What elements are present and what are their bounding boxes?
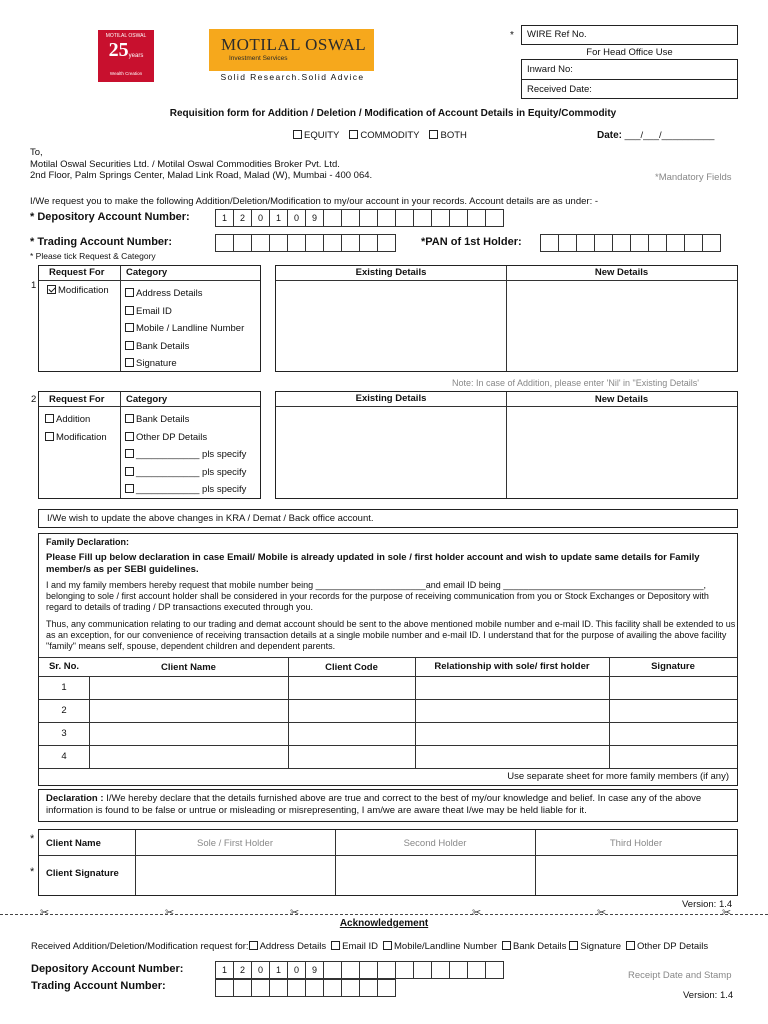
date-label: Date: [597, 130, 623, 141]
family-bold-text: Please Fill up below declaration in case Email/ Mobile is already updated in sole / first holder account and wish to update same details for Family member/s as per SEBI guidelines. [46, 552, 700, 575]
anniversary-logo-word: years [128, 53, 144, 59]
ack-trading-digit[interactable] [359, 979, 378, 997]
category-specify[interactable] [125, 464, 246, 482]
kra-text: I/We wish to update the above changes in KRA / Demat / Back office account. [47, 513, 374, 524]
section2-requests [45, 411, 107, 446]
category-address[interactable] [125, 285, 244, 303]
ack-dp-digit[interactable] [359, 961, 378, 979]
ack-bank-checkbox[interactable] [502, 941, 511, 950]
family-col-relationship: Relationship with sole/ first holder [434, 661, 590, 672]
ack-item-label: Mobile/Landline Number [394, 941, 497, 952]
trading-digit[interactable] [341, 234, 360, 252]
mobile-checkbox[interactable] [125, 323, 134, 332]
dp-digit[interactable] [467, 209, 486, 227]
ack-item[interactable] [502, 941, 566, 952]
ack-item[interactable] [331, 941, 378, 952]
office-star: * [510, 30, 514, 41]
ack-dp-digit[interactable] [467, 961, 486, 979]
ack-trading-digit[interactable] [377, 979, 396, 997]
holder-first: Sole / First Holder [196, 838, 274, 849]
category-label: ____________ pls specify [136, 449, 247, 460]
motilal-oswal-logo [209, 29, 374, 71]
section2-request-box [38, 391, 261, 499]
section1-existing-input[interactable] [276, 281, 506, 371]
sheet-note: Use separate sheet for more family members (if any) [507, 771, 729, 782]
section1-existing-head: Existing Details [355, 267, 427, 278]
scissors-icon: ✂ [165, 907, 175, 919]
ack-trading-digit[interactable] [341, 979, 360, 997]
wire-ref-label: WIRE Ref No. [527, 29, 587, 40]
ack-dp-grid[interactable] [215, 961, 503, 979]
nil-note: Note: In case of Addition, please enter 'Nil' in "Existing Details' [452, 378, 699, 388]
address-line: To, [30, 147, 43, 158]
family-title: Family Declaration: [46, 537, 130, 547]
wire-ref-box[interactable] [521, 25, 738, 45]
ack-item[interactable] [569, 941, 621, 952]
declaration-label: Declaration : [46, 793, 104, 804]
ack-trading-digit[interactable] [305, 979, 324, 997]
ack-dp-digit[interactable] [377, 961, 396, 979]
dp-account-grid[interactable] [215, 209, 503, 227]
scissors-icon: ✂ [597, 907, 607, 919]
section1-new-input[interactable] [507, 281, 737, 371]
ack-received-label: Received Addition/Deletion/Modification request for: [31, 941, 249, 952]
inward-no-label: Inward No: [527, 64, 573, 75]
commodity-checkbox[interactable] [349, 130, 358, 139]
ack-dp-digit[interactable]: 0 [251, 961, 270, 979]
specify-checkbox[interactable] [125, 467, 134, 476]
trading-digit[interactable] [377, 234, 396, 252]
family-col-srno: Sr. No. [48, 661, 80, 672]
family-col-signature: Signature [651, 661, 695, 672]
category-mobile[interactable] [125, 320, 244, 338]
dp-digit[interactable]: 1 [215, 209, 234, 227]
dp-digit[interactable]: 1 [269, 209, 288, 227]
ack-email-checkbox[interactable] [331, 941, 340, 950]
dp-digit[interactable]: 2 [233, 209, 252, 227]
dp-digit[interactable] [323, 209, 342, 227]
version-label: Version: 1.4 [682, 899, 733, 910]
trading-digit[interactable] [323, 234, 342, 252]
pan-char[interactable] [558, 234, 577, 252]
section2-request-head: Request For [49, 394, 105, 405]
ack-dp-digit[interactable] [449, 961, 468, 979]
ack-item-label: Other DP Details [637, 941, 709, 952]
modification-checkbox[interactable] [45, 432, 54, 441]
ack-item[interactable] [383, 941, 497, 952]
pan-char[interactable] [540, 234, 559, 252]
section2-existing-head: Existing Details [355, 393, 427, 404]
both-checkbox[interactable] [429, 130, 438, 139]
category-specify[interactable] [125, 446, 246, 464]
ack-version-label: Version: 1.4 [683, 990, 734, 1001]
declaration-box [38, 789, 738, 822]
request-addition[interactable] [45, 411, 107, 429]
bank-checkbox[interactable] [125, 341, 134, 350]
section2-details-box [275, 391, 738, 499]
ack-trading-digit[interactable] [215, 979, 234, 997]
ack-trading-digit[interactable] [233, 979, 252, 997]
family-row-1: 1 [61, 682, 67, 693]
family-row-4: 4 [61, 751, 67, 762]
scissors-icon: ✂ [290, 907, 300, 919]
ack-item-label: Bank Details [513, 941, 567, 952]
ack-dp-digit[interactable]: 0 [287, 961, 306, 979]
client-name-label: Client Name [46, 838, 101, 849]
declaration-text: I/We hereby declare that the details furnished above are true and correct to the best of my/our knowledge and belief. In case any of the above information is found to be false or untrue or misleading or misrepresenting, I am/we are aware theat I/we may be held liable for it. [46, 793, 702, 816]
anniversary-logo-tag: Wealth Creation [109, 71, 143, 76]
cut-line [0, 914, 768, 915]
inward-no-field[interactable] [522, 60, 737, 80]
equity-label: EQUITY [304, 130, 340, 141]
family-row-3: 3 [61, 728, 67, 739]
segment-both[interactable] [429, 130, 466, 141]
family-declaration-box [38, 533, 738, 786]
head-office-label: For Head Office Use [586, 47, 673, 58]
ack-address-checkbox[interactable] [249, 941, 258, 950]
scissors-icon: ✂ [472, 907, 482, 919]
trading-digit[interactable] [251, 234, 270, 252]
holder-second: Second Holder [403, 838, 467, 849]
section2-number: 2 [31, 394, 37, 405]
section1-category-head: Category [126, 267, 168, 278]
tagline: Solid Research.Solid Advice [220, 72, 365, 82]
segment-equity[interactable] [293, 130, 339, 141]
family-paragraph-1: I and my family members hereby request that mobile number being ______________________and email ID being ________________________________________, belonging to sole / first account holder shall be considered in your records for the purpose of receiving communication from you or Stock Exchanges or Depository with regard to details of trading / DP transactions executed through you. [46, 580, 709, 612]
category-label: Mobile / Landline Number [136, 323, 245, 334]
dp-digit[interactable]: 0 [251, 209, 270, 227]
dp-account-label: * Depository Account Number: [30, 211, 190, 223]
form-title: Requisition form for Addition / Deletion / Modification of Account Details in Equity/Commodity [169, 108, 617, 119]
section1-number: 1 [31, 280, 37, 291]
dp-digit[interactable] [449, 209, 468, 227]
dp-digit[interactable] [395, 209, 414, 227]
ack-signature-checkbox[interactable] [569, 941, 578, 950]
ack-trading-digit[interactable] [251, 979, 270, 997]
kra-box [38, 509, 738, 528]
mandatory-note: *Mandatory Fields [655, 172, 732, 183]
ack-dp-digit[interactable] [341, 961, 360, 979]
address-checkbox[interactable] [125, 288, 134, 297]
pan-char[interactable] [576, 234, 595, 252]
request-modification[interactable] [45, 429, 107, 447]
ack-dp-digit[interactable] [323, 961, 342, 979]
pan-char[interactable] [630, 234, 649, 252]
pan-char[interactable] [702, 234, 721, 252]
tick-note: * Please tick Request & Category [30, 251, 156, 261]
bank-checkbox[interactable] [125, 414, 134, 423]
pan-label: *PAN of 1st Holder: [421, 236, 522, 248]
section2-existing-input[interactable] [276, 407, 506, 497]
category-email[interactable] [125, 303, 244, 321]
email-checkbox[interactable] [125, 306, 134, 315]
category-label: Email ID [136, 305, 172, 317]
dp-digit[interactable]: 0 [287, 209, 306, 227]
section1-request-head: Request For [49, 267, 105, 278]
client-box [38, 829, 738, 896]
category-specify[interactable] [125, 481, 246, 499]
pan-char[interactable] [666, 234, 685, 252]
modification-checkbox[interactable] [47, 285, 56, 294]
pan-char[interactable] [648, 234, 667, 252]
family-paragraph-2: Thus, any communication relating to our trading and demat account should be sent to the above mentioned mobile number and e-mail ID. This facility shall be extended to us as an exception, for our convenience of receiving transaction details at a single mobile number and e-mail ID. I understand that for the purpose of availing the above facility "family" means self, spouse, dependent children and dependent parents. [46, 619, 736, 651]
holder-third: Third Holder [609, 838, 663, 849]
pan-char[interactable] [594, 234, 613, 252]
category-bank[interactable] [125, 338, 244, 356]
pan-char[interactable] [684, 234, 703, 252]
dp-digit[interactable] [377, 209, 396, 227]
addition-checkbox[interactable] [45, 414, 54, 423]
ack-item-label: Email ID [342, 941, 379, 952]
ack-other-dp-checkbox[interactable] [626, 941, 635, 950]
scissors-icon: ✂ [40, 907, 50, 919]
category-other-dp[interactable] [125, 429, 246, 447]
category-signature[interactable] [125, 355, 244, 373]
pan-grid[interactable] [540, 234, 720, 252]
first-holder-signature[interactable] [136, 856, 335, 895]
inward-received-box [521, 59, 738, 99]
anniversary-logo-number: 25 [108, 39, 129, 61]
address-line: Motilal Oswal Securities Ltd. / Motilal Oswal Commodities Broker Pvt. Ltd. [30, 158, 340, 170]
ack-item-label: Address Details [259, 941, 327, 952]
dp-digit[interactable] [413, 209, 432, 227]
commodity-label: COMMODITY [360, 130, 420, 141]
request-label: Modification [56, 431, 107, 443]
trading-digit[interactable] [233, 234, 252, 252]
date-field[interactable] [597, 130, 714, 141]
client-name-star: * [30, 833, 35, 845]
ack-dp-digit[interactable]: 1 [215, 961, 234, 979]
ack-item[interactable] [249, 941, 327, 952]
equity-checkbox[interactable] [293, 130, 302, 139]
ack-trading-digit[interactable] [287, 979, 306, 997]
specify-checkbox[interactable] [125, 484, 134, 493]
trading-digit[interactable] [305, 234, 324, 252]
category-label: ____________ pls specify [136, 484, 247, 495]
ack-dp-digit[interactable]: 2 [233, 961, 252, 979]
category-label: Address Details [136, 288, 203, 299]
modification-label: Modification [58, 285, 109, 296]
category-label: Bank Details [136, 340, 190, 352]
address-line: 2nd Floor, Palm Springs Center, Malad Link Road, Malad (W), Mumbai - 400 064. [30, 170, 373, 181]
ack-dp-digit[interactable] [395, 961, 414, 979]
ack-dp-digit[interactable] [413, 961, 432, 979]
third-holder-signature[interactable] [536, 856, 737, 895]
client-sig-star: * [30, 866, 35, 878]
ack-trading-grid[interactable] [215, 979, 395, 997]
dp-digit[interactable] [359, 209, 378, 227]
ack-mobile-checkbox[interactable] [383, 941, 392, 950]
motilal-oswal-logo-sub: Investment Services [229, 55, 288, 62]
segment-options [293, 130, 467, 141]
address-block [30, 147, 372, 182]
dp-digit[interactable]: 9 [305, 209, 324, 227]
received-date-label: Received Date: [527, 84, 592, 95]
trading-digit[interactable] [215, 234, 234, 252]
dp-digit[interactable] [431, 209, 450, 227]
dp-digit[interactable] [341, 209, 360, 227]
motilal-oswal-logo-brand: MOTILAL OSWAL [221, 35, 367, 54]
trading-digit[interactable] [269, 234, 288, 252]
request-label: Addition [56, 414, 91, 425]
ack-item[interactable] [626, 941, 708, 952]
section1-new-head: New Details [594, 267, 649, 278]
specify-checkbox[interactable] [125, 449, 134, 458]
ack-received-line [31, 941, 708, 952]
category-label: Signature [136, 358, 177, 369]
anniversary-logo [98, 30, 154, 82]
received-date-field[interactable] [522, 80, 737, 99]
section1-categories [125, 285, 244, 373]
section1-request-box [38, 265, 261, 372]
section1-request-modification[interactable] [47, 285, 109, 296]
family-row-2: 2 [61, 705, 67, 716]
family-col-client-name: Client Name [161, 662, 216, 673]
signature-checkbox[interactable] [125, 358, 134, 367]
pan-char[interactable] [612, 234, 631, 252]
category-label: Other DP Details [136, 431, 208, 443]
trading-account-label: * Trading Account Number: [30, 236, 172, 248]
receipt-stamp-label: Receipt Date and Stamp [628, 970, 732, 981]
trading-digit[interactable] [359, 234, 378, 252]
section2-category-head: Category [126, 394, 168, 405]
family-col-client-code: Client Code [325, 662, 378, 673]
ack-dp-digit[interactable] [431, 961, 450, 979]
category-bank[interactable] [125, 411, 246, 429]
other-dp-checkbox[interactable] [125, 432, 134, 441]
ack-trading-digit[interactable] [269, 979, 288, 997]
segment-commodity[interactable] [349, 130, 419, 141]
second-holder-signature[interactable] [336, 856, 535, 895]
ack-dp-label: Depository Account Number: [31, 963, 184, 975]
client-signature-label: Client Signature [46, 868, 119, 879]
scissors-icon: ✂ [722, 907, 732, 919]
ack-trading-digit[interactable] [323, 979, 342, 997]
dp-digit[interactable] [485, 209, 504, 227]
both-label: BOTH [440, 130, 467, 141]
anniversary-logo-brand: MOTILAL OSWAL [105, 33, 147, 39]
ack-dp-digit[interactable] [485, 961, 504, 979]
ack-dp-digit[interactable]: 9 [305, 961, 324, 979]
section1-details-box [275, 265, 738, 372]
category-label: ____________ pls specify [136, 466, 247, 478]
request-text: I/We request you to make the following Addition/Deletion/Modification to my/our account in your records. Account details are as under: - [30, 196, 599, 207]
trading-account-grid[interactable] [215, 234, 395, 252]
date-fill: ___/___/__________ [624, 130, 715, 141]
section2-new-input[interactable] [507, 407, 737, 497]
ack-trading-label: Trading Account Number: [31, 980, 166, 992]
section2-categories [125, 411, 246, 499]
category-label: Bank Details [136, 414, 190, 425]
section2-new-head: New Details [594, 394, 649, 405]
ack-item-label: Signature [580, 941, 622, 952]
ack-title: Acknowledgement [339, 918, 429, 929]
trading-digit[interactable] [287, 234, 306, 252]
ack-dp-digit[interactable]: 1 [269, 961, 288, 979]
